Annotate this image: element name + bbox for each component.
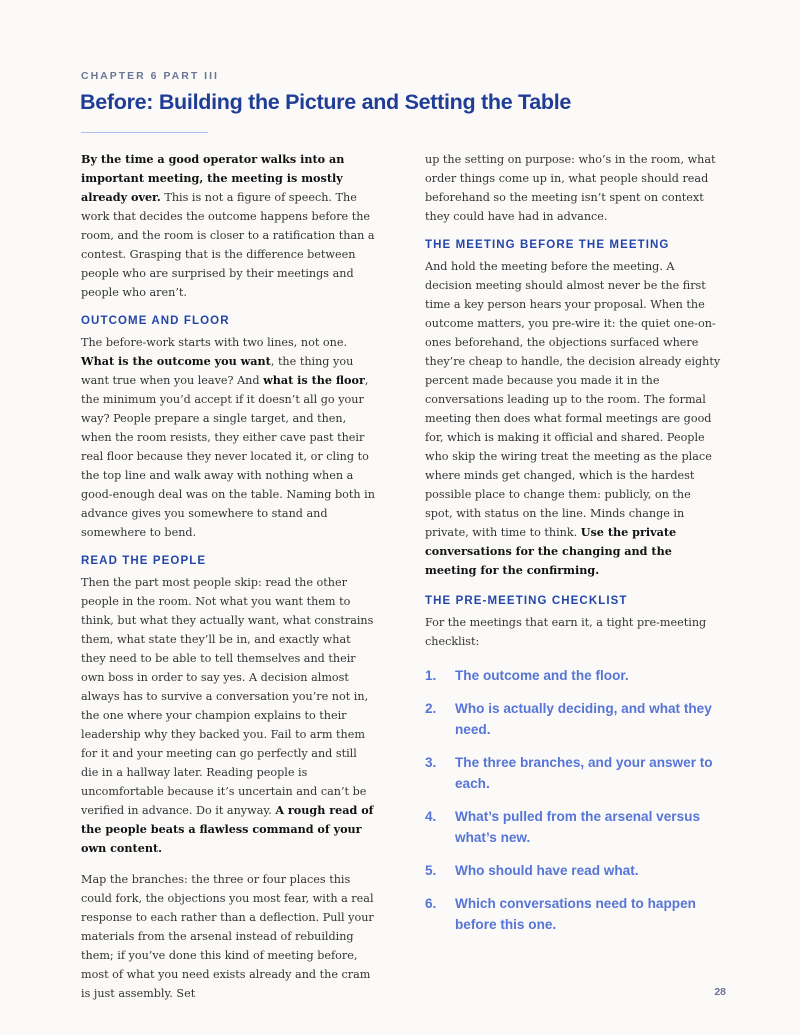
setting-paragraph: up the setting on purpose: who’s in the room, what order things come up in, what people should read beforehand so the meeting isn’t spent on context they could have had in advance. (425, 153, 716, 223)
checklist-number: 5. (425, 863, 437, 878)
outcome-paragraph (81, 333, 377, 542)
checklist-text: Who should have read what. (455, 863, 639, 878)
heading-meeting-before-meeting: THE MEETING BEFORE THE MEETING (425, 239, 670, 251)
map-branches-paragraph: Map the branches: the three or four places this could fork, the objections you most fear, with a real response to each rather than a deflection. Pull your materials from the arsenal instead of rebuilding them; if you’ve done this kind of meeting before, most of what you need exists already and the cram is just assembly. Set (81, 873, 374, 1000)
checklist-intro: For the meetings that earn it, a tight pre-meeting checklist: (425, 616, 707, 648)
checklist-item (425, 752, 721, 794)
checklist-item (425, 806, 721, 848)
chapter-kicker: CHAPTER 6 PART III (81, 70, 219, 82)
checklist-item (425, 665, 721, 686)
right-column (425, 150, 721, 947)
checklist-number: 6. (425, 896, 437, 911)
bold-span: Use the private conversations for the changing and the meeting for the confirming. (425, 525, 677, 577)
bold-span: A rough read of the people beats a flawless command of your own content. (81, 803, 374, 855)
heading-read-the-people: READ THE PEOPLE (81, 555, 207, 567)
page-title: Before: Building the Picture and Setting the Table (80, 90, 572, 114)
text-span: The before-work starts with two lines, not one. (81, 336, 348, 349)
checklist-number: 1. (425, 668, 437, 683)
bold-span: what is the floor (263, 373, 365, 387)
bold-span: What is the outcome you want (81, 354, 271, 368)
checklist-text: Which conversations need to happen before this one. (455, 896, 696, 932)
checklist-text: What’s pulled from the arsenal versus what’s new. (455, 809, 701, 845)
checklist-number: 2. (425, 701, 437, 716)
intro-bold: By the time a good operator walks into an important meeting, the meeting is mostly already over. (81, 152, 345, 204)
checklist-item (425, 893, 721, 935)
checklist (425, 665, 721, 935)
checklist-number: 3. (425, 755, 437, 770)
checklist-text: Who is actually deciding, and what they need. (455, 701, 712, 737)
text-span: Then the part most people skip: read the other people in the room. Not what you want them to think, but what they actually want, what constrains them, what state they’ll be in, and exactly what they need to be able to tell themselves and their own boss in order to say yes. A decision almost always has to survive a conversation you’re not in, the one where your champion explains to their leadership why they backed you. Fail to arm them for it and your meeting can go perfectly and still die in a hallway later. Reading people is uncomfortable because it’s uncertain and can’t be verified in advance. Do it anyway. (81, 576, 374, 817)
heading-checklist: THE PRE-MEETING CHECKLIST (425, 595, 628, 607)
premeeting-paragraph (425, 257, 721, 580)
checklist-text: The outcome and the floor. (455, 668, 629, 683)
intro-paragraph (81, 150, 377, 302)
page-number: 28 (714, 986, 726, 998)
checklist-item (425, 698, 721, 740)
checklist-item (425, 860, 721, 881)
left-column (81, 150, 377, 1003)
heading-outcome-and-floor: OUTCOME AND FLOOR (81, 315, 230, 327)
text-span: , the thing you want true when you leave? And (81, 355, 354, 387)
text-span: , the minimum you’d accept if it doesn’t all go your way? People prepare a single target, and then, when the room resists, they either cave past their real floor because they never located it, or cling to the top line and walk away with nothing when a good-enough deal was on the table. Naming both in advance gives you somewhere to stand and somewhere to bend. (81, 374, 375, 539)
read-people-paragraph (81, 573, 377, 858)
checklist-text: The three branches, and your answer to each. (455, 755, 713, 791)
intro-text: This is not a figure of speech. The work that decides the outcome happens before the room, and the room is closer to a ratification than a contest. Grasping that is the difference between people who are surprised by their meetings and people who aren’t. (81, 191, 375, 299)
checklist-number: 4. (425, 809, 437, 824)
title-divider (81, 132, 208, 133)
text-span: And hold the meeting before the meeting. A decision meeting should almost never be the first time a key person hears your proposal. When the outcome matters, you pre-wire it: the quiet one-on-ones beforehand, the objections surfaced where they’re cheap to handle, the decision already eighty percent made because you made it in the conversations leading up to the room. The formal meeting then does what formal meetings are good for, which is making it official and shared. People who skip the wiring treat the meeting as the place where minds get changed, which is the hardest possible place to change them: publicly, on the spot, with status on the line. Minds change in private, with time to think. (425, 260, 721, 539)
